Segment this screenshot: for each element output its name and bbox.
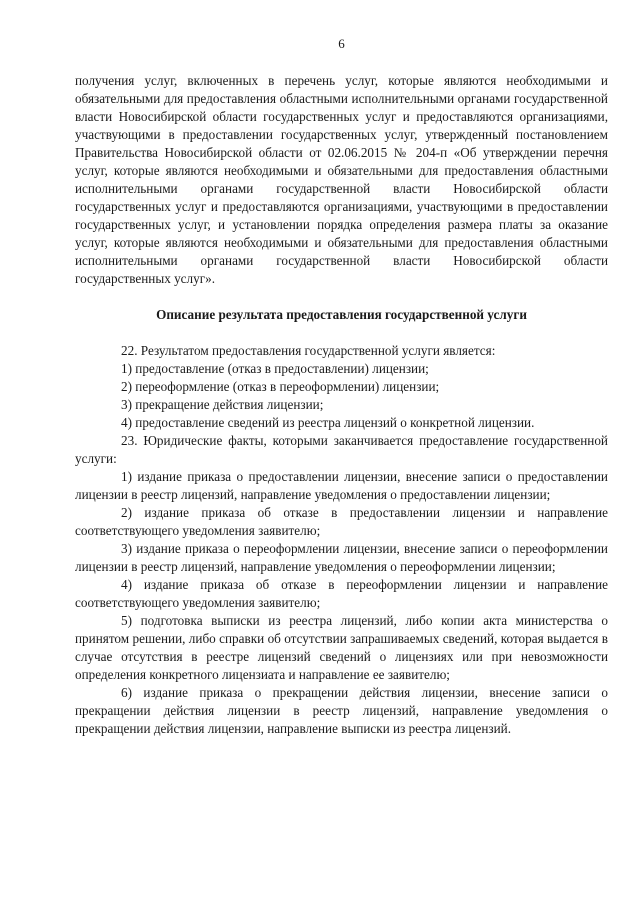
list-item-22-4: 4) предоставление сведений из реестра лицензий о конкретной лицензии. [121,415,535,430]
list-item-23-3: 3) издание приказа о переоформлении лицензии, внесение записи о переоформлении лицензии в реестр лицензий, направление уведомления о переоформлении лицензии; [75,541,608,574]
list-item-22-1: 1) предоставление (отказ в предоставлении) лицензии; [121,361,429,376]
list-item-23-5: 5) подготовка выписки из реестра лицензий, либо копии акта министерства о принятом решении, либо справки об отсутствии запрашиваемых сведений, которая выдается в случае отсутствия в реестре лицензий сведений о лицензиях или при невозможности определения конкретного лицензиата и направление ее заявителю; [75,613,608,682]
list-item-22-2: 2) переоформление (отказ в переоформлении) лицензии; [121,379,440,394]
list-item-23-6: 6) издание приказа о прекращении действия лицензии, внесение записи о прекращении действия лицензии в реестр лицензий, направление уведомления о прекращении действия лицензии, направление выписки из реестра лицензий. [75,685,608,736]
list-item-22-3: 3) прекращение действия лицензии; [121,397,324,412]
intro-paragraph: получения услуг, включенных в перечень услуг, которые являются необходимыми и обязательными для предоставления областными исполнительными органами государственной власти Новосибирской области государственных услуг и предоставляются организациями, участвующими в предоставлении государственных услуг, утвержденный постановлением Правительства Новосибирской области от 02.06.2015 № 204-п «Об утверждении перечня услуг, которые являются необходимыми и обязательными для предоставления областными исполнительными органами государственной власти Новосибирской области государственных услуг и предоставляются организациями, участвующими в предоставлении государственных услуг, и установлении порядка определения размера платы за оказание услуг, которые являются необходимыми и обязательными для предоставления областными исполнительными органами государственной власти Новосибирской области государственных услуг». [75,73,608,286]
paragraph-22: 22. Результатом предоставления государственной услуги является: [121,343,496,358]
list-item-23-1: 1) издание приказа о предоставлении лицензии, внесение записи о предоставлении лицензии в реестр лицензий, направление уведомления о предоставлении лицензии; [75,469,608,502]
list-item-23-2: 2) издание приказа об отказе в предоставлении лицензии и направление соответствующего уведомления заявителю; [75,505,608,538]
paragraph-23: 23. Юридические факты, которыми заканчивается предоставление государственной услуги: [75,433,608,466]
list-item-23-4: 4) издание приказа об отказе в переоформлении лицензии и направление соответствующего уведомления заявителю; [75,577,608,610]
page-number: 6 [338,36,345,51]
section-heading: Описание результата предоставления государственной услуги [156,307,527,322]
